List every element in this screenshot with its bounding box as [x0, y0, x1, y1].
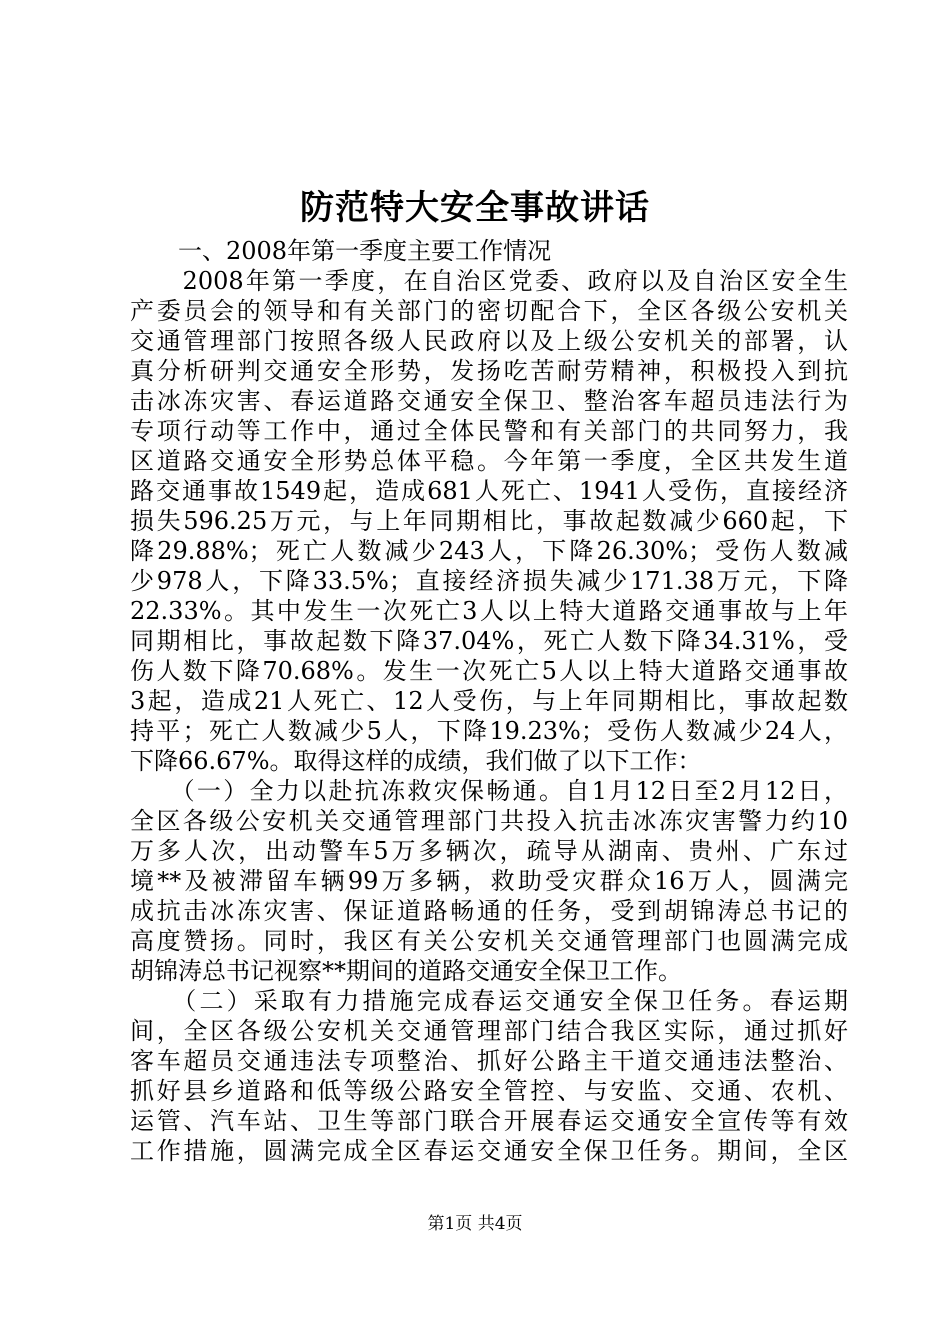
body-line: 高度赞扬。同时，我区有关公安机关交通管理部门也圆满完成 [130, 927, 848, 955]
body-line: 持平；死亡人数减少5人，下降19.23%；受伤人数减少24人， [130, 717, 848, 745]
page-number-footer: 第1页 共4页 [427, 1214, 523, 1234]
body-line: 少978人，下降33.5%；直接经济损失减少171.38万元，下降 [130, 567, 848, 595]
body-line: 22.33%。其中发生一次死亡3人以上特大道路交通事故与上年 [130, 597, 848, 625]
body-line: 路交通事故1549起，造成681人死亡、1941人受伤，直接经济 [130, 477, 848, 505]
body-line: 伤人数下降70.68%。发生一次死亡5人以上特大道路交通事故 [130, 657, 848, 685]
body-line: 损失596.25万元，与上年同期相比，事故起数减少660起，下 [130, 507, 848, 535]
body-line: 真分析研判交通安全形势，发扬吃苦耐劳精神，积极投入到抗 [130, 357, 848, 385]
document-body [130, 236, 848, 1166]
body-line: 区道路交通安全形势总体平稳。今年第一季度，全区共发生道 [130, 447, 848, 475]
body-line: 运管、汽车站、卫生等部门联合开展春运交通安全宣传等有效 [130, 1107, 848, 1135]
body-line: 间，全区各级公安机关交通管理部门结合我区实际，通过抓好 [130, 1017, 848, 1045]
body-line: 胡锦涛总书记视察**期间的道路交通安全保卫工作。 [130, 957, 682, 985]
body-line: 产委员会的领导和有关部门的密切配合下，全区各级公安机关 [130, 297, 848, 325]
body-line: 3起，造成21人死亡、12人受伤，与上年同期相比，事故起数 [130, 687, 848, 715]
body-line: 下降66.67%。取得这样的成绩，我们做了以下工作： [130, 747, 702, 775]
body-line: 同期相比，事故起数下降37.04%，死亡人数下降34.31%，受 [130, 627, 848, 655]
body-line: 境**及被滞留车辆99万多辆，救助受灾群众16万人，圆满完 [130, 867, 848, 895]
body-line: 工作措施，圆满完成全区春运交通安全保卫任务。期间，全区 [130, 1137, 848, 1165]
body-line: 万多人次，出动警车5万多辆次，疏导从湖南、贵州、广东过 [130, 837, 848, 865]
body-line: 2008年第一季度，在自治区党委、政府以及自治区安全生 [130, 267, 848, 295]
body-line: （二）采取有力措施完成春运交通安全保卫任务。春运期 [130, 987, 848, 1015]
body-line: 降29.88%；死亡人数减少243人，下降26.30%；受伤人数减 [130, 537, 848, 565]
body-line: （一）全力以赴抗冻救灾保畅通。自1月12日至2月12日， [130, 777, 848, 805]
body-line: 专项行动等工作中，通过全体民警和有关部门的共同努力，我 [130, 417, 848, 445]
body-line: 一、2008年第一季度主要工作情况 [130, 237, 552, 265]
body-line: 击冰冻灾害、春运道路交通安全保卫、整治客车超员违法行为 [130, 387, 848, 415]
body-line: 交通管理部门按照各级人民政府以及上级公安机关的部署，认 [130, 327, 848, 355]
body-line: 全区各级公安机关交通管理部门共投入抗击冰冻灾害警力约10 [130, 807, 848, 835]
body-line: 客车超员交通违法专项整治、抓好公路主干道交通违法整治、 [130, 1047, 848, 1075]
document-title: 防范特大安全事故讲话 [300, 188, 650, 228]
body-line: 抓好县乡道路和低等级公路安全管控、与安监、交通、农机、 [130, 1077, 848, 1105]
body-line: 成抗击冰冻灾害、保证道路畅通的任务，受到胡锦涛总书记的 [130, 897, 848, 925]
